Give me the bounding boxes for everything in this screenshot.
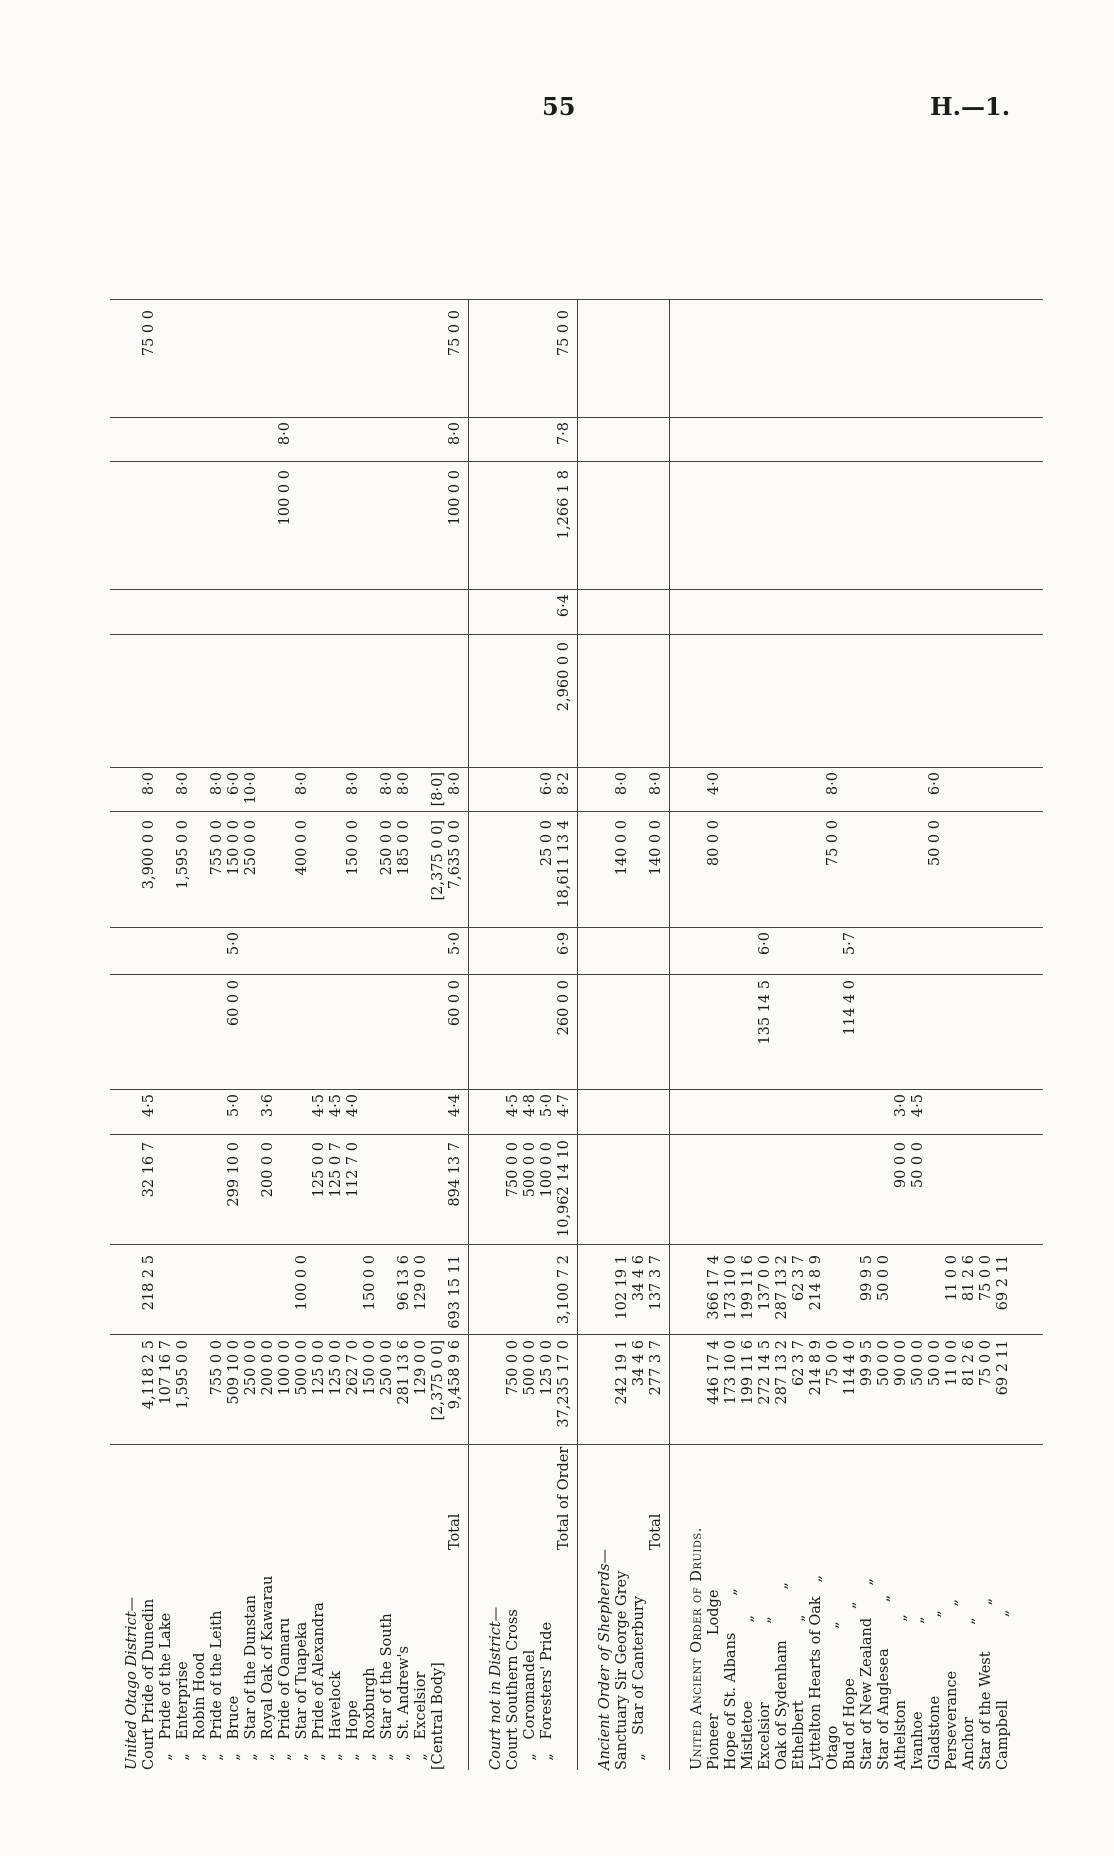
row-label: „ Star of Tuapeka xyxy=(294,1621,310,1770)
table-cell: 75 0 0 xyxy=(825,1340,841,1387)
table-cell: 81 2 6 xyxy=(961,1340,977,1387)
table-cell: 8·0 xyxy=(379,772,395,796)
table-cell: 150 0 0 xyxy=(226,820,242,876)
table-cell: 6·0 xyxy=(927,772,943,796)
table-cell: 69 2 11 xyxy=(995,1340,1011,1396)
table-cell: 125 0 0 xyxy=(311,1142,327,1198)
row-label: Ancient Order of Shepherds— xyxy=(597,1548,613,1770)
row-label: Star of the West „ xyxy=(978,1597,994,1770)
row-label: [Central Body] xyxy=(430,1662,446,1770)
table-cell: 185 0 0 xyxy=(396,820,412,876)
table-row xyxy=(489,140,504,1770)
row-label: „ Royal Oak of Kawarau xyxy=(260,1575,276,1770)
table-cell: 18,611 13 4 xyxy=(556,820,572,908)
table-cell: 80 0 0 xyxy=(706,820,722,867)
table-cell: 7·8 xyxy=(556,422,572,446)
table-row xyxy=(312,140,327,1770)
table-cell: 6·0 xyxy=(226,772,242,796)
table-row xyxy=(125,140,140,1770)
table-cell: 129 0 0 xyxy=(413,1340,429,1396)
table-cell: 50 0 0 xyxy=(927,1340,943,1387)
table-cell: 755 0 0 xyxy=(209,820,225,876)
table-row xyxy=(894,140,909,1770)
investment-table xyxy=(90,140,1011,1770)
table-cell: 5·0 xyxy=(226,932,242,956)
table-cell: 199 11 6 xyxy=(740,1255,756,1320)
row-label: Oak of Sydenham „ xyxy=(774,1582,790,1770)
row-label: Sanctuary Sir George Grey xyxy=(614,1570,630,1770)
table-cell: 1,266 1 8 xyxy=(556,470,572,540)
row-label: Pioneer Lodge xyxy=(706,1589,722,1770)
table-cell: 62 3 7 xyxy=(791,1255,807,1302)
table-cell: 500 0 0 xyxy=(522,1340,538,1396)
table-cell: 150 0 0 xyxy=(362,1340,378,1396)
table-row xyxy=(363,140,378,1770)
row-label: Campbell „ xyxy=(995,1609,1011,1770)
table-cell: 4·8 xyxy=(522,1094,538,1118)
table-row xyxy=(826,140,841,1770)
table-cell: 125 0 0 xyxy=(311,1340,327,1396)
table-cell: 69 2 11 xyxy=(995,1255,1011,1311)
table-row xyxy=(142,140,157,1770)
table-cell: 5·7 xyxy=(842,932,858,956)
table-cell: 137 0 0 xyxy=(757,1255,773,1311)
table-row xyxy=(244,140,259,1770)
table-cell: 4·0 xyxy=(345,1094,361,1118)
table-row xyxy=(758,140,773,1770)
table-cell: [2,375 0 0] xyxy=(430,820,446,901)
row-label: Perseverance „ xyxy=(944,1598,960,1770)
table-cell: 11 0 0 xyxy=(944,1340,960,1387)
table-cell: 200 0 0 xyxy=(260,1340,276,1396)
row-label: Hope of St. Albans „ xyxy=(723,1588,739,1770)
table-row xyxy=(741,140,756,1770)
table-row xyxy=(928,140,943,1770)
table-cell: 3,100 7 2 xyxy=(556,1255,572,1325)
table-row xyxy=(690,140,705,1770)
row-label: Total of Order xyxy=(556,1446,572,1550)
table-cell: 4·5 xyxy=(328,1094,344,1118)
table-cell: 11 0 0 xyxy=(944,1255,960,1302)
table-row xyxy=(193,140,208,1770)
table-cell: 100 0 0 xyxy=(447,470,463,526)
row-label: Total xyxy=(648,1513,664,1550)
table-cell: 75 0 0 xyxy=(978,1255,994,1302)
table-row xyxy=(159,140,174,1770)
table-cell: 107 16 7 xyxy=(158,1340,174,1405)
table-row xyxy=(557,140,572,1770)
table-cell: 8·0 xyxy=(175,772,191,796)
table-cell: 8·0 xyxy=(614,772,630,796)
table-row xyxy=(598,140,613,1770)
table-cell: 60 0 0 xyxy=(226,980,242,1027)
total-rule xyxy=(577,300,578,1770)
row-label: Anchor „ xyxy=(961,1617,977,1770)
table-cell: 50 0 0 xyxy=(910,1340,926,1387)
table-cell: 32 16 7 xyxy=(141,1142,157,1198)
document-reference: H.—1. xyxy=(930,92,1011,121)
table-row xyxy=(227,140,242,1770)
table-cell: 60 0 0 xyxy=(447,980,463,1027)
table-cell: 400 0 0 xyxy=(294,820,310,876)
row-label: Court not in District— xyxy=(488,1606,504,1770)
row-label: „ Bruce xyxy=(226,1695,242,1770)
table-cell: 140 0 0 xyxy=(614,820,630,876)
table-cell: 8·0 xyxy=(141,772,157,796)
table-cell: 8·0 xyxy=(447,772,463,796)
table-cell: 214 8 9 xyxy=(808,1255,824,1311)
table-cell: 90 0 0 xyxy=(893,1340,909,1387)
row-label: Court Pride of Dunedin xyxy=(141,1598,157,1770)
table-cell: 125 0 0 xyxy=(328,1340,344,1396)
row-label: Athelston „ xyxy=(893,1614,909,1770)
row-label: Total xyxy=(447,1513,463,1550)
table-cell: 50 0 0 xyxy=(876,1340,892,1387)
table-cell: 8·0 xyxy=(396,772,412,796)
row-label: Lyttelton Hearts of Oak „ xyxy=(808,1575,824,1770)
table-cell: 90 0 0 xyxy=(893,1142,909,1189)
table-cell: 287 13 2 xyxy=(774,1340,790,1405)
table-cell: 4,118 2 5 xyxy=(141,1340,157,1410)
table-row xyxy=(843,140,858,1770)
table-cell: 3,900 0 0 xyxy=(141,820,157,890)
table-row xyxy=(877,140,892,1770)
row-label: Star of New Zealand „ xyxy=(859,1578,875,1770)
row-label: Otago „ xyxy=(825,1621,841,1770)
row-label: Bud of Hope „ xyxy=(842,1601,858,1770)
table-cell: 277 3 7 xyxy=(648,1340,664,1396)
table-cell: 4·5 xyxy=(505,1094,521,1118)
table-row xyxy=(414,140,429,1770)
table-cell: 755 0 0 xyxy=(209,1340,225,1396)
table-row xyxy=(979,140,994,1770)
table-cell: 6·9 xyxy=(556,932,572,956)
table-cell: 114 4 0 xyxy=(842,980,858,1036)
table-row xyxy=(380,140,395,1770)
row-label: Excelsior „ xyxy=(757,1616,773,1770)
table-row xyxy=(346,140,361,1770)
table-cell: 75 0 0 xyxy=(978,1340,994,1387)
row-label: Gladstone „ xyxy=(927,1610,943,1770)
table-cell: 37,235 17 0 xyxy=(556,1340,572,1428)
table-cell: 62 3 7 xyxy=(791,1340,807,1387)
table-cell: 75 0 0 xyxy=(556,310,572,357)
table-cell: 4·7 xyxy=(556,1094,572,1118)
row-label: „ Hope xyxy=(345,1700,361,1770)
table-row xyxy=(295,140,310,1770)
table-cell: [2,375 0 0] xyxy=(430,1340,446,1421)
table-cell: 8·0 xyxy=(277,422,293,446)
table-cell: 894 13 7 xyxy=(447,1142,463,1207)
table-row xyxy=(523,140,538,1770)
table-cell: 693 15 11 xyxy=(447,1255,463,1329)
table-row xyxy=(176,140,191,1770)
row-label: „ Star of Canterbury xyxy=(631,1596,647,1770)
table-cell: 250 0 0 xyxy=(379,820,395,876)
table-row xyxy=(860,140,875,1770)
table-row xyxy=(945,140,960,1770)
table-cell: 200 0 0 xyxy=(260,1142,276,1198)
table-cell: 7,635 0 0 xyxy=(447,820,463,890)
row-label: „ Pride of the Lake xyxy=(158,1612,174,1770)
table-cell: 81 2 6 xyxy=(961,1255,977,1302)
table-row xyxy=(506,140,521,1770)
table-row xyxy=(431,140,446,1770)
table-cell: 50 0 0 xyxy=(876,1255,892,1302)
table-cell: 75 0 0 xyxy=(825,820,841,867)
table-cell: 250 0 0 xyxy=(243,820,259,876)
row-label: „ Roxburgh xyxy=(362,1667,378,1770)
table-cell: 250 0 0 xyxy=(379,1340,395,1396)
row-label: „ Pride of Alexandra xyxy=(311,1602,327,1770)
table-cell: 125 0 7 xyxy=(328,1142,344,1198)
table-cell: 281 13 6 xyxy=(396,1340,412,1405)
table-cell: 250 0 0 xyxy=(243,1340,259,1396)
table-cell: 112 7 0 xyxy=(345,1142,361,1198)
table-cell: 10·0 xyxy=(243,772,259,805)
table-cell: 99 9 5 xyxy=(859,1255,875,1302)
table-cell: 750 0 0 xyxy=(505,1142,521,1198)
table-cell: 100 0 0 xyxy=(294,1255,310,1311)
table-cell: 75 0 0 xyxy=(447,310,463,357)
table-row xyxy=(448,140,463,1770)
row-label: „ Robin Hood xyxy=(192,1652,208,1770)
table-cell: 8·2 xyxy=(556,772,572,796)
table-cell: 10,962 14 10 xyxy=(556,1140,572,1237)
table-row xyxy=(278,140,293,1770)
table-cell: 96 13 6 xyxy=(396,1255,412,1311)
table-cell: 4·5 xyxy=(141,1094,157,1118)
row-label: „ Enterprise xyxy=(175,1661,191,1770)
table-row xyxy=(649,140,664,1770)
table-row xyxy=(707,140,722,1770)
row-label: „ Foresters' Pride xyxy=(539,1621,555,1770)
table-cell: 500 0 0 xyxy=(294,1340,310,1396)
row-label: Court Southern Cross xyxy=(505,1609,521,1770)
table-cell: 500 0 0 xyxy=(522,1142,538,1198)
table-cell: 3·6 xyxy=(260,1094,276,1118)
table-cell: 299 10 0 xyxy=(226,1142,242,1207)
table-cell: 114 4 0 xyxy=(842,1340,858,1396)
table-row xyxy=(996,140,1011,1770)
table-cell: 446 17 4 xyxy=(706,1340,722,1405)
table-cell: 100 0 0 xyxy=(539,1142,555,1198)
table-cell: 260 0 0 xyxy=(556,980,572,1036)
table-cell: 173 10 0 xyxy=(723,1340,739,1405)
table-cell: 34 4 6 xyxy=(631,1340,647,1387)
table-row xyxy=(775,140,790,1770)
row-label: United Ancient Order of Druids. xyxy=(689,1527,705,1770)
table-cell: 34 4 6 xyxy=(631,1255,647,1302)
table-cell: 2,960 0 0 xyxy=(556,642,572,712)
table-row xyxy=(540,140,555,1770)
table-cell: 8·0 xyxy=(447,422,463,446)
table-cell: 1,595 0 0 xyxy=(175,1340,191,1410)
table-cell: 150 0 0 xyxy=(345,820,361,876)
table-cell: 1,595 0 0 xyxy=(175,820,191,890)
row-label: „ Pride of Oamaru xyxy=(277,1617,293,1770)
total-rule xyxy=(468,300,469,1770)
table-cell: 102 19 1 xyxy=(614,1255,630,1320)
row-label: „ Pride of the Leith xyxy=(209,1610,225,1770)
row-label: Ethelbert „ xyxy=(791,1614,807,1770)
table-cell: 8·0 xyxy=(648,772,664,796)
table-row xyxy=(911,140,926,1770)
table-row xyxy=(809,140,824,1770)
row-label: „ Coromandel xyxy=(522,1649,538,1770)
table-row xyxy=(261,140,276,1770)
table-cell: 4·5 xyxy=(910,1094,926,1118)
table-cell: 366 17 4 xyxy=(706,1255,722,1320)
total-rule xyxy=(669,300,670,1770)
table-row xyxy=(615,140,630,1770)
table-cell: 135 14 5 xyxy=(757,980,773,1045)
table-cell: 100 0 0 xyxy=(277,470,293,526)
table-cell: 137 3 7 xyxy=(648,1255,664,1311)
row-label: Ivanhoe „ xyxy=(910,1616,926,1770)
table-cell: 8·0 xyxy=(345,772,361,796)
table-cell: 5·0 xyxy=(226,1094,242,1118)
table-row xyxy=(397,140,412,1770)
row-label: „ Star of the South xyxy=(379,1613,395,1770)
table-cell: 173 10 0 xyxy=(723,1255,739,1320)
table-cell: 150 0 0 xyxy=(362,1255,378,1311)
table-cell: 4·0 xyxy=(706,772,722,796)
table-cell: 8·0 xyxy=(294,772,310,796)
table-cell: 287 13 2 xyxy=(774,1255,790,1320)
table-cell: 125 0 0 xyxy=(539,1340,555,1396)
table-cell: 4·4 xyxy=(447,1094,463,1118)
table-cell: 6·4 xyxy=(556,594,572,618)
table-row xyxy=(792,140,807,1770)
table-row xyxy=(210,140,225,1770)
table-cell: [8·0] xyxy=(430,772,446,807)
table-cell: 129 0 0 xyxy=(413,1255,429,1311)
row-label: „ St. Andrew's xyxy=(396,1646,412,1770)
row-label: Star of Anglesea „ xyxy=(876,1594,892,1770)
table-cell: 218 2 5 xyxy=(141,1255,157,1311)
page-number: 55 xyxy=(542,92,576,121)
table-cell: 242 19 1 xyxy=(614,1340,630,1405)
table-cell: 99 9 5 xyxy=(859,1340,875,1387)
table-cell: 75 0 0 xyxy=(141,310,157,357)
table-cell: 9,458 9 6 xyxy=(447,1340,463,1410)
table-cell: 509 10 0 xyxy=(226,1340,242,1405)
row-label: United Otago District— xyxy=(124,1596,140,1770)
table-cell: 140 0 0 xyxy=(648,820,664,876)
table-cell: 5·0 xyxy=(539,1094,555,1118)
table-cell: 50 0 0 xyxy=(927,820,943,867)
row-label: „ Havelock xyxy=(328,1671,344,1770)
table-row xyxy=(962,140,977,1770)
table-cell: 6·0 xyxy=(539,772,555,796)
table-row xyxy=(632,140,647,1770)
table-cell: 4·5 xyxy=(311,1094,327,1118)
table-cell: 199 11 6 xyxy=(740,1340,756,1405)
row-label: „ Star of the Dunstan xyxy=(243,1594,259,1770)
table-cell: 100 0 0 xyxy=(277,1340,293,1396)
table-cell: 750 0 0 xyxy=(505,1340,521,1396)
table-cell: 272 14 5 xyxy=(757,1340,773,1405)
table-cell: 3·0 xyxy=(893,1094,909,1118)
table-cell: 8·0 xyxy=(825,772,841,796)
row-label: Mistletoe „ xyxy=(740,1615,756,1770)
table-cell: 25 0 0 xyxy=(539,820,555,867)
table-cell: 214 8 9 xyxy=(808,1340,824,1396)
table-cell: 5·0 xyxy=(447,932,463,956)
table-cell: 50 0 0 xyxy=(910,1142,926,1189)
row-label: „ Excelsior xyxy=(413,1671,429,1770)
table-cell: 262 7 0 xyxy=(345,1340,361,1396)
table-row xyxy=(724,140,739,1770)
table-cell: 6·0 xyxy=(757,932,773,956)
table-row xyxy=(329,140,344,1770)
table-cell: 8·0 xyxy=(209,772,225,796)
